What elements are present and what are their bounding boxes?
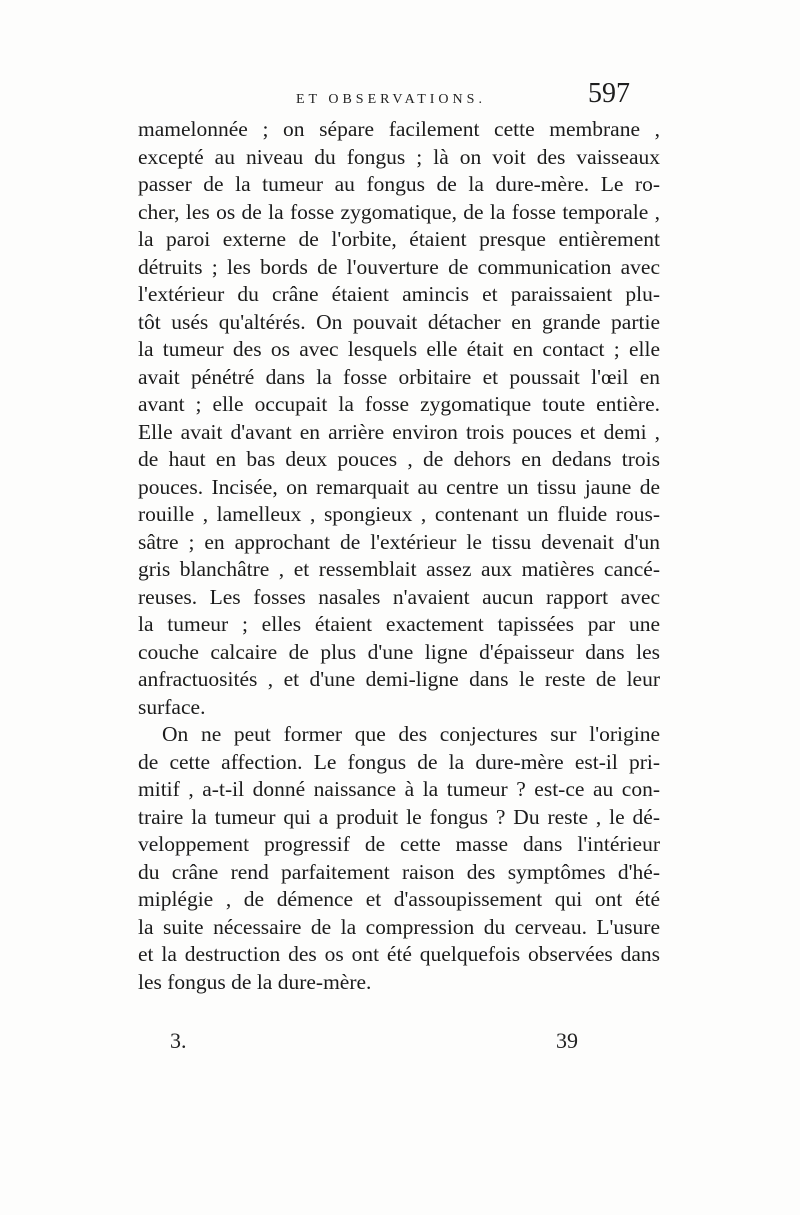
- text-line: de cette affection. Le fongus de la dure-mère est-il pri-: [138, 749, 660, 774]
- text-line: détruits ; les bords de l'ouverture de communication avec: [138, 254, 660, 279]
- text-line: excepté au niveau du fongus ; là on voit des vaisseaux: [138, 144, 660, 169]
- text-line: Elle avait d'avant en arrière environ trois pouces et demi ,: [138, 419, 660, 444]
- text-line: On ne peut former que des conjectures sur l'origine: [162, 722, 660, 746]
- running-title: ET OBSERVATIONS.: [296, 92, 486, 107]
- text-line: de haut en bas deux pouces , de dehors en dedans trois: [138, 447, 660, 471]
- text-line: couche calcaire de plus d'une ligne d'épaisseur dans les: [138, 639, 660, 664]
- text-line: tôt usés qu'altérés. On pouvait détacher en grande partie: [138, 309, 660, 334]
- text-line: la suite nécessaire de la compression du cerveau. L'usure: [138, 914, 660, 939]
- signature-mark: 3.: [170, 1028, 187, 1053]
- text-line: la tumeur ; elles étaient exactement tapissées par une: [138, 612, 660, 636]
- text-line: reuses. Les fosses nasales n'avaient aucun rapport avec: [138, 584, 660, 609]
- text-line: miplégie , de démence et d'assoupissement qui ont été: [138, 887, 660, 911]
- gathering-number: 39: [556, 1028, 578, 1053]
- text-line: mamelonnée ; on sépare facilement cette membrane ,: [138, 117, 660, 141]
- text-line: anfractuosités , et d'une demi-ligne dans le reste de leur: [138, 667, 660, 691]
- text-line: avant ; elle occupait la fosse zygomatique toute entière.: [138, 392, 660, 416]
- text-line: cher, les os de la fosse zygomatique, de la fosse temporale ,: [138, 199, 660, 224]
- page-number: 597: [588, 78, 630, 109]
- text-line: traire la tumeur qui a produit le fongus ? Du reste , le dé-: [138, 804, 660, 829]
- text-line: passer de la tumeur au fongus de la dure-mère. Le ro-: [138, 172, 660, 196]
- text-line: mitif , a-t-il donné naissance à la tumeur ? est-ce au con-: [138, 777, 660, 801]
- text-line: veloppement progressif de cette masse dans l'intérieur: [138, 832, 660, 856]
- text-line: gris blanchâtre , et ressemblait assez aux matières cancé-: [138, 557, 660, 581]
- text-line: sâtre ; en approchant de l'extérieur le tissu devenait d'un: [138, 529, 660, 554]
- text-line: du crâne rend parfaitement raison des symptômes d'hé-: [138, 859, 660, 884]
- text-line: les fongus de la dure-mère.: [138, 969, 372, 994]
- text-line: l'extérieur du crâne étaient amincis et paraissaient plu-: [138, 282, 660, 306]
- text-line: surface.: [138, 694, 206, 719]
- text-line: la tumeur des os avec lesquels elle était en contact ; elle: [138, 337, 660, 361]
- text-line: et la destruction des os ont été quelquefois observées dans: [138, 942, 660, 966]
- text-line: avait pénétré dans la fosse orbitaire et poussait l'œil en: [138, 364, 660, 389]
- text-line: rouille , lamelleux , spongieux , contenant un fluide rous-: [138, 502, 660, 526]
- body-text: [138, 116, 660, 996]
- text-line: la paroi externe de l'orbite, étaient presque entièrement: [138, 227, 660, 251]
- text-line: pouces. Incisée, on remarquait au centre un tissu jaune de: [138, 474, 660, 499]
